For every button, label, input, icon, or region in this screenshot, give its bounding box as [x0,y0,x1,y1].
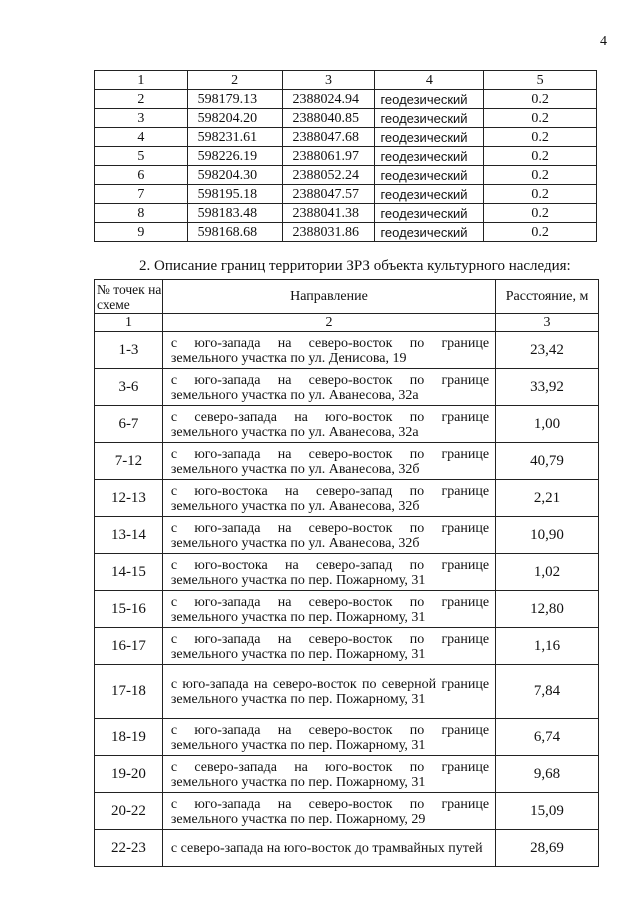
table-row [95,90,597,109]
table-row [95,406,599,443]
points-cell: 3-6 [95,369,163,406]
coords-header-cell: 5 [484,71,597,90]
distance-cell: 9,68 [496,756,599,793]
boundary-colnum-row [95,314,599,332]
y-coordinate-cell: 2388047.57 [282,185,375,204]
table-row [95,830,599,867]
points-cell: 12-13 [95,480,163,517]
distance-cell: 23,42 [496,332,599,369]
table-row [95,369,599,406]
distance-cell: 33,92 [496,369,599,406]
coords-header-cell: 4 [375,71,484,90]
boundary-header-row [95,280,599,314]
points-cell: 14-15 [95,554,163,591]
point-number-cell: 3 [95,109,188,128]
method-cell: геодезический [375,147,484,166]
point-number-cell: 4 [95,128,188,147]
table-row [95,223,597,242]
page-number: 4 [600,34,607,49]
x-coordinate-cell: 598195.18 [187,185,282,204]
direction-cell: с юго-востока на северо-запад по границе земельного участка по ул. Аванесова, 32б [162,480,495,517]
coords-header-cell: 1 [95,71,188,90]
accuracy-cell: 0.2 [484,90,597,109]
direction-cell: с юго-запада на северо-восток по северной границе земельного участка по пер. Пожарному, 31 [162,665,495,719]
distance-cell: 40,79 [496,443,599,480]
y-coordinate-cell: 2388052.24 [282,166,375,185]
point-number-cell: 9 [95,223,188,242]
colnum-cell: 2 [162,314,495,332]
accuracy-cell: 0.2 [484,147,597,166]
points-cell: 18-19 [95,719,163,756]
direction-cell: с юго-запада на северо-восток по границе земельного участка по ул. Аванесова, 32б [162,443,495,480]
distance-cell: 12,80 [496,591,599,628]
header-points: № точек на схеме [95,280,163,314]
x-coordinate-cell: 598168.68 [187,223,282,242]
table-row [95,591,599,628]
direction-cell: с юго-запада на северо-восток по границе земельного участка по пер. Пожарному, 31 [162,591,495,628]
y-coordinate-cell: 2388031.86 [282,223,375,242]
point-number-cell: 5 [95,147,188,166]
y-coordinate-cell: 2388061.97 [282,147,375,166]
y-coordinate-cell: 2388047.68 [282,128,375,147]
accuracy-cell: 0.2 [484,185,597,204]
points-cell: 17-18 [95,665,163,719]
direction-cell: с северо-запада на юго-восток по границе земельного участка по пер. Пожарному, 31 [162,756,495,793]
table-row [95,554,599,591]
direction-cell: с юго-запада на северо-восток по границе земельного участка по ул. Денисова, 19 [162,332,495,369]
method-cell: геодезический [375,223,484,242]
coords-header-row [95,71,597,90]
distance-cell: 7,84 [496,665,599,719]
table-row [95,204,597,223]
method-cell: геодезический [375,204,484,223]
points-cell: 16-17 [95,628,163,665]
direction-cell: с юго-запада на северо-восток по границе земельного участка по ул. Аванесова, 32а [162,369,495,406]
table-row [95,332,599,369]
method-cell: геодезический [375,90,484,109]
header-distance: Расстояние, м [496,280,599,314]
distance-cell: 28,69 [496,830,599,867]
point-number-cell: 8 [95,204,188,223]
table-row [95,756,599,793]
y-coordinate-cell: 2388041.38 [282,204,375,223]
table-row [95,517,599,554]
point-number-cell: 2 [95,90,188,109]
x-coordinate-cell: 598183.48 [187,204,282,223]
direction-cell: с северо-запада на юго-восток до трамвайных путей [162,830,495,867]
distance-cell: 15,09 [496,793,599,830]
point-number-cell: 7 [95,185,188,204]
x-coordinate-cell: 598226.19 [187,147,282,166]
y-coordinate-cell: 2388024.94 [282,90,375,109]
x-coordinate-cell: 598231.61 [187,128,282,147]
section-heading: 2. Описание границ территории ЗРЗ объекта культурного наследия: [139,258,571,274]
direction-cell: с юго-запада на северо-восток по границе земельного участка по пер. Пожарному, 31 [162,628,495,665]
table-row [95,719,599,756]
x-coordinate-cell: 598204.30 [187,166,282,185]
accuracy-cell: 0.2 [484,128,597,147]
coordinates-table [94,70,597,242]
points-cell: 19-20 [95,756,163,793]
table-row [95,665,599,719]
direction-cell: с северо-запада на юго-восток по границе земельного участка по ул. Аванесова, 32а [162,406,495,443]
coords-header-cell: 2 [187,71,282,90]
table-row [95,147,597,166]
distance-cell: 1,02 [496,554,599,591]
colnum-cell: 1 [95,314,163,332]
distance-cell: 10,90 [496,517,599,554]
header-direction: Направление [162,280,495,314]
table-row [95,185,597,204]
table-row [95,793,599,830]
method-cell: геодезический [375,185,484,204]
points-cell: 6-7 [95,406,163,443]
direction-cell: с юго-востока на северо-запад по границе земельного участка по пер. Пожарному, 31 [162,554,495,591]
x-coordinate-cell: 598204.20 [187,109,282,128]
direction-cell: с юго-запада на северо-восток по границе земельного участка по пер. Пожарному, 31 [162,719,495,756]
table-row [95,480,599,517]
points-cell: 13-14 [95,517,163,554]
boundary-table [94,279,599,867]
method-cell: геодезический [375,128,484,147]
point-number-cell: 6 [95,166,188,185]
direction-cell: с юго-запада на северо-восток по границе земельного участка по пер. Пожарному, 29 [162,793,495,830]
points-cell: 20-22 [95,793,163,830]
points-cell: 7-12 [95,443,163,480]
points-cell: 15-16 [95,591,163,628]
table-row [95,109,597,128]
coords-header-cell: 3 [282,71,375,90]
colnum-cell: 3 [496,314,599,332]
accuracy-cell: 0.2 [484,223,597,242]
points-cell: 1-3 [95,332,163,369]
method-cell: геодезический [375,109,484,128]
points-cell: 22-23 [95,830,163,867]
table-row [95,628,599,665]
table-row [95,443,599,480]
distance-cell: 6,74 [496,719,599,756]
distance-cell: 1,00 [496,406,599,443]
accuracy-cell: 0.2 [484,109,597,128]
table-row [95,128,597,147]
accuracy-cell: 0.2 [484,166,597,185]
x-coordinate-cell: 598179.13 [187,90,282,109]
y-coordinate-cell: 2388040.85 [282,109,375,128]
table-row [95,166,597,185]
method-cell: геодезический [375,166,484,185]
direction-cell: с юго-запада на северо-восток по границе земельного участка по ул. Аванесова, 32б [162,517,495,554]
accuracy-cell: 0.2 [484,204,597,223]
distance-cell: 2,21 [496,480,599,517]
distance-cell: 1,16 [496,628,599,665]
